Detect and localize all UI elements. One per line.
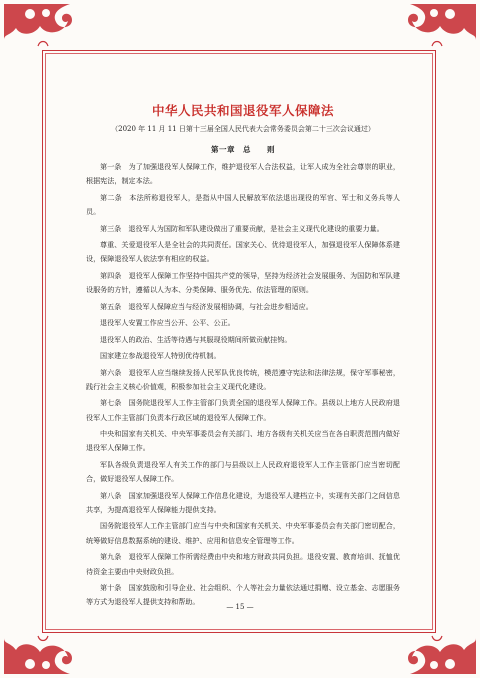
paragraph: 中央和国家有关机关、中央军事委员会有关部门、地方各级有关机关应当在各自职责范围内做好退役军人保障工作。 xyxy=(86,429,400,453)
document-body xyxy=(86,103,400,612)
page-number: — 15 — xyxy=(226,603,254,611)
chapter-heading: 第一章 总 则 xyxy=(211,145,275,154)
paragraph: 尊重、关爱退役军人是全社会的共同责任。国家关心、优待退役军人，加强退役军人保障体系建设，保障退役军人依法享有相应的权益。 xyxy=(86,240,400,264)
paragraph: 第二条 本法所称退役军人，是指从中国人民解放军依法退出现役的军官、军士和义务兵等人员。 xyxy=(86,192,400,217)
cloud-ornament-top-left xyxy=(4,4,72,40)
paragraph: 国家建立参战退役军人特别优待机制。 xyxy=(100,351,221,361)
paragraph: 第四条 退役军人保障工作坚持中国共产党的领导，坚持为经济社会发展服务、为国防和军队建设服务的方针，遵循以人为本、分类保障、服务优先、依法管理的原则。 xyxy=(86,270,400,295)
paragraph: 第十条 国家鼓励和引导企业、社会组织、个人等社会力量依法通过捐赠、设立基金、志愿服务等方式为退役军人提供支持和帮助。 xyxy=(86,583,400,607)
cloud-ornament-bottom-left xyxy=(4,638,72,674)
paragraph: 第八条 国家加强退役军人保障工作信息化建设，为退役军人建档立卡，实现有关部门之间信息共享，为提高退役军人保障能力提供支持。 xyxy=(86,490,400,514)
paragraph: 第七条 国务院退役军人工作主管部门负责全国的退役军人保障工作。县级以上地方人民政府退役军人工作主管部门负责本行政区域的退役军人保障工作。 xyxy=(86,398,400,422)
paragraph: 退役军人安置工作应当公开、公平、公正。 xyxy=(100,318,235,328)
cloud-ornament-top-right xyxy=(408,4,476,40)
paragraph: 第六条 退役军人应当继续发扬人民军队优良传统，模范遵守宪法和法律法规，保守军事秘密，践行社会主义核心价值观，积极参加社会主义现代化建设。 xyxy=(86,367,400,391)
paragraph: 第五条 退役军人保障应当与经济发展相协调，与社会进步相适应。 xyxy=(100,301,313,311)
cloud-ornament-bottom-right xyxy=(408,638,476,674)
paragraph: 第三条 退役军人为国防和军队建设做出了重要贡献，是社会主义现代化建设的重要力量。 xyxy=(100,223,384,233)
paragraph: 第一条 为了加强退役军人保障工作，维护退役军人合法权益，让军人成为全社会尊崇的职业，根据宪法，制定本法。 xyxy=(86,162,400,186)
adoption-note: （2020 年 11 月 11 日第十三届全国人民代表大会常务委员会第二十三次会议通过） xyxy=(111,125,375,133)
law-title: 中华人民共和国退役军人保障法 xyxy=(151,103,334,118)
paragraph: 国务院退役军人工作主管部门应当与中央和国家有关机关、中央军事委员会有关部门密切配合，统筹做好信息数据系统的建设、维护、应用和信息安全管理等工作。 xyxy=(86,521,400,545)
paragraph: 军队各级负责退役军人有关工作的部门与县级以上人民政府退役军人工作主管部门应当密切配合，做好退役军人保障工作。 xyxy=(86,459,400,484)
paragraph: 第九条 退役军人保障工作所需经费由中央和地方财政共同负担。退役安置、教育培训、抚恤优待资金主要由中央财政负担。 xyxy=(86,552,400,576)
paragraph: 退役军人的政治、生活等待遇与其服现役期间所做贡献挂钩。 xyxy=(100,334,292,344)
